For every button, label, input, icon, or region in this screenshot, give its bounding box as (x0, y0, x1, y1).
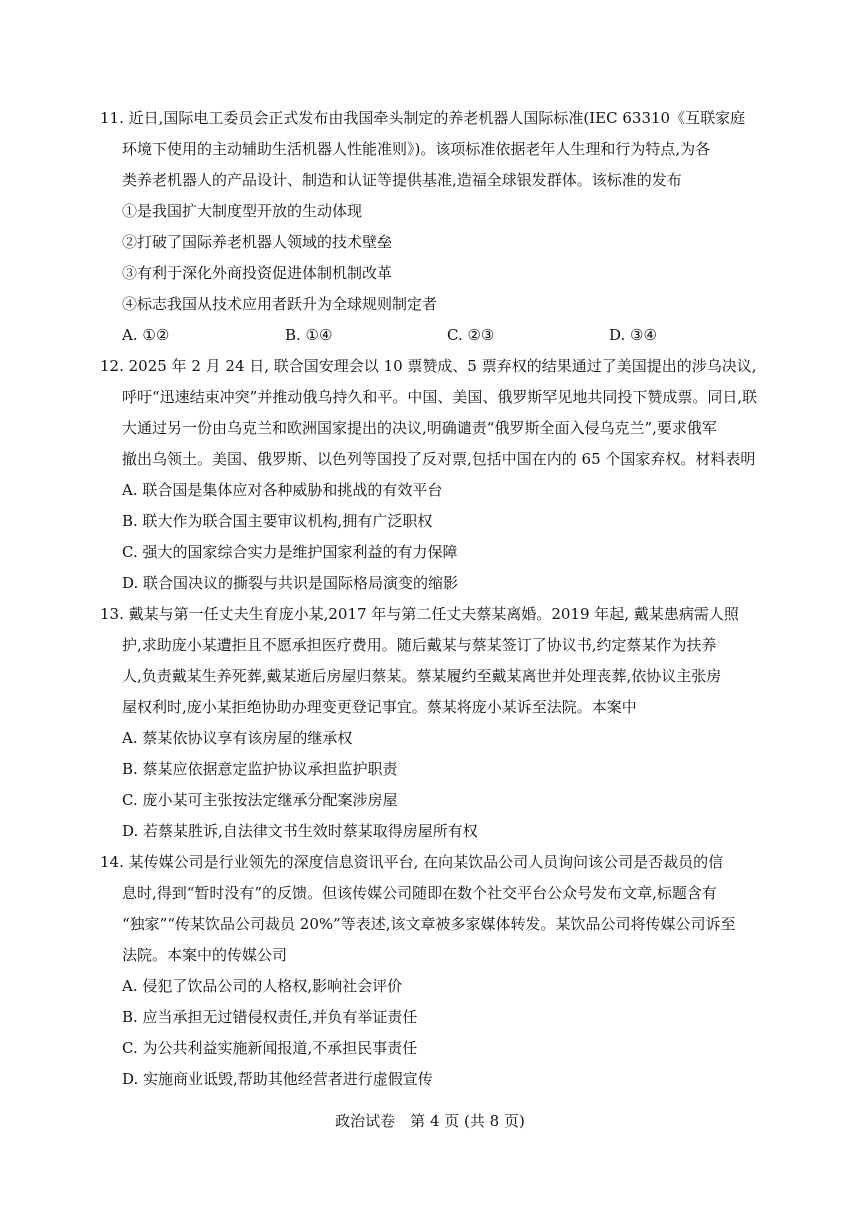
q11-stem-line-3: 类养老机器人的产品设计、制造和认证等提供基准,造福全球银发群体。该标准的发布 (122, 171, 682, 189)
q11-stem-line-2: 环境下使用的主动辅助生活机器人性能准则》)。该项标准依据老年人生理和行为特点,为各 (122, 140, 711, 158)
q11-option-a: A. ①② (122, 326, 170, 344)
q14-option-c: C. 为公共利益实施新闻报道,不承担民事责任 (122, 1039, 418, 1057)
q11-statement-2: ②打破了国际养老机器人领域的技术壁垒 (122, 233, 393, 251)
q11-stem-line-1: 11. 近日,国际电工委员会正式发布由我国牵头制定的养老机器人国际标准(IEC 63310《互联家庭 (100, 109, 746, 127)
q13-stem-line-3: 人,负责戴某生养死葬,戴某逝后房屋归蔡某。蔡某履约至戴某离世并处理丧葬,依协议主张房 (122, 667, 722, 685)
q14-option-d: D. 实施商业诋毁,帮助其他经营者进行虚假宣传 (122, 1070, 433, 1088)
q13-option-b: B. 蔡某应依据意定监护协议承担监护职责 (122, 760, 398, 778)
q11-statement-1: ①是我国扩大制度型开放的生动体现 (122, 202, 363, 220)
q11-option-b: B. ①④ (285, 326, 333, 344)
page-footer: 政治试卷 第 4 页 (共 8 页) (335, 1112, 525, 1130)
q14-stem-line-1: 14. 某传媒公司是行业领先的深度信息资讯平台, 在向某饮品公司人员询问该公司是否裁员的信 (100, 853, 724, 871)
q13-option-a: A. 蔡某依协议享有该房屋的继承权 (122, 729, 353, 747)
q14-stem-line-4: 法院。本案中的传媒公司 (122, 946, 288, 964)
q12-option-b: B. 联大作为联合国主要审议机构,拥有广泛职权 (122, 512, 433, 530)
q13-option-c: C. 庞小某可主张按法定继承分配案涉房屋 (122, 791, 398, 809)
q12-option-c: C. 强大的国家综合实力是维护国家利益的有力保障 (122, 543, 458, 561)
q14-stem-line-2: 息时,得到“暂时没有”的反馈。但该传媒公司随即在数个社交平台公众号发布文章,标题含有 (122, 884, 717, 902)
q12-option-a: A. 联合国是集体应对各种威胁和挑战的有效平台 (122, 481, 443, 499)
q13-stem-line-2: 护,求助庞小某遭拒且不愿承担医疗费用。随后戴某与蔡某签订了协议书,约定蔡某作为扶养 (122, 636, 717, 654)
q13-option-d: D. 若蔡某胜诉,自法律文书生效时蔡某取得房屋所有权 (122, 822, 478, 840)
q11-statement-3: ③有利于深化外商投资促进体制机制改革 (122, 264, 393, 282)
q11-option-c: C. ②③ (447, 326, 495, 344)
q11-option-d: D. ③④ (609, 326, 657, 344)
q12-stem-line-4: 撤出乌领土。美国、俄罗斯、以色列等国投了反对票,包括中国在内的 65 个国家弃权。材料表明 (122, 450, 756, 468)
q12-option-d: D. 联合国决议的撕裂与共识是国际格局演变的缩影 (122, 574, 459, 592)
q14-option-a: A. 侵犯了饮品公司的人格权,影响社会评价 (122, 977, 403, 995)
q11-statement-4: ④标志我国从技术应用者跃升为全球规则制定者 (122, 295, 438, 313)
q14-stem-line-3: “独家”“传某饮品公司裁员 20%”等表述,该文章被多家媒体转发。某饮品公司将传媒公司诉至 (122, 915, 736, 933)
q12-stem-line-1: 12. 2025 年 2 月 24 日, 联合国安理会以 10 票赞成、5 票弃权的结果通过了美国提出的涉乌决议, (100, 357, 757, 375)
q14-option-b: B. 应当承担无过错侵权责任,并负有举证责任 (122, 1008, 418, 1026)
q12-stem-line-2: 呼吁“迅速结束冲突”并推动俄乌持久和平。中国、美国、俄罗斯罕见地共同投下赞成票。同日,联 (122, 388, 758, 406)
q13-stem-line-1: 13. 戴某与第一任丈夫生育庞小某,2017 年与第二任丈夫蔡某离婚。2019 年起, 戴某患病需人照 (100, 605, 739, 623)
q12-stem-line-3: 大通过另一份由乌克兰和欧洲国家提出的决议,明确谴责“俄罗斯全面入侵乌克兰”,要求俄军 (122, 419, 717, 437)
q13-stem-line-4: 屋权利时,庞小某拒绝协助办理变更登记事宜。蔡某将庞小某诉至法院。本案中 (122, 698, 637, 716)
